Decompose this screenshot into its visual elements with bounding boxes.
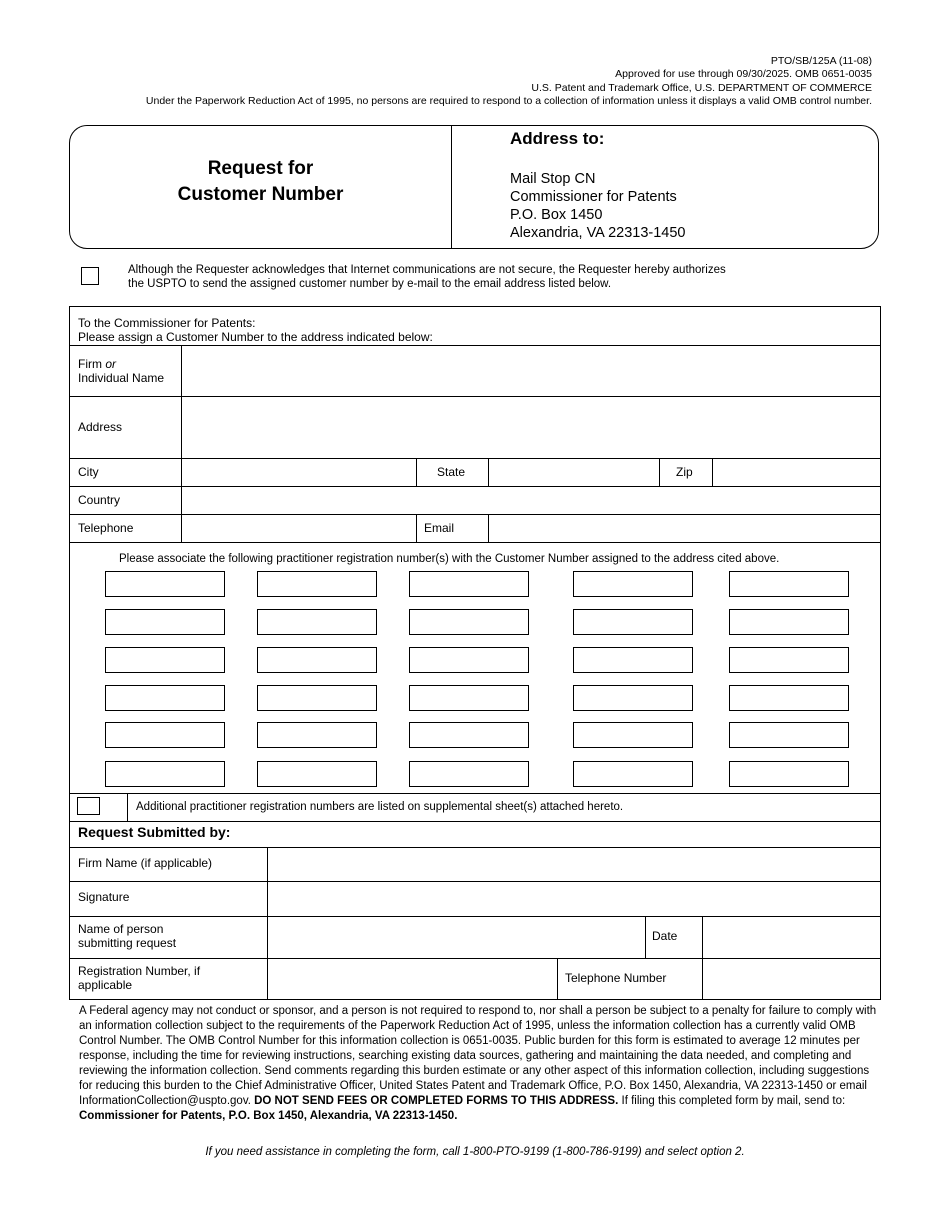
- registration-number-field[interactable]: [257, 571, 377, 597]
- registration-number-field[interactable]: [573, 609, 693, 635]
- submitter-name-label: Name of person submitting request: [78, 922, 177, 950]
- signature-field[interactable]: [268, 882, 880, 916]
- form-title: Request for Customer Number: [177, 158, 344, 205]
- assign-instruction: Please assign a Customer Number to the address indicated below:: [78, 330, 433, 344]
- burden-statement: A Federal agency may not conduct or sponsor, and a person is not required to respond to, nor shall a person be subject to a penalty for failure to comply with an information collection subject to the requirements of the Paperwork Reduction Act of 1995, unless the information collection has a currently valid OMB Control Number. The OMB Control Number for this information collection is 0651-0035. Public burden for this form is estimated to average 12 minutes per response, including the time for reviewing instructions, searching existing data sources, gathering and maintaining the data needed, and completing and reviewing the information collection. Send comments regarding this burden estimate or any other aspect of this information collection, including suggestions for reducing this burden to the Chief Administrative Officer, United States Patent and Trademark Office, P.O. Box 1450, Alexandria, VA 22313-1450 or email InformationCollection@uspto.gov. DO NOT SEND FEES OR COMPLETED FORMS TO THIS ADDRESS. If filing this completed form by mail, send to: Commissioner for Patents, P.O. Box 1450, Alexandria, VA 22313-1450.: [79, 1005, 877, 1122]
- registration-number-field[interactable]: [257, 647, 377, 673]
- mail-to-address: Commissioner for Patents, P.O. Box 1450, Alexandria, VA 22313-1450.: [79, 1110, 458, 1122]
- registration-number-field[interactable]: [409, 571, 529, 597]
- state-label: State: [437, 465, 466, 479]
- registration-number-field[interactable]: [409, 647, 529, 673]
- registration-number-field[interactable]: [105, 647, 225, 673]
- registration-number-field[interactable]: [105, 571, 225, 597]
- omb-approval: Approved for use through 09/30/2025. OMB 0651-0035: [615, 68, 872, 81]
- registration-number-field[interactable]: [105, 609, 225, 635]
- state-field[interactable]: [489, 459, 659, 486]
- date-field[interactable]: [703, 917, 880, 958]
- registration-number-label: Registration Number, if applicable: [78, 964, 201, 992]
- email-label: Email: [424, 521, 455, 535]
- address-field[interactable]: [182, 397, 880, 458]
- registration-number-field[interactable]: [105, 722, 225, 748]
- city-field[interactable]: [182, 459, 416, 486]
- registration-number-field[interactable]: [105, 685, 225, 711]
- submitted-by-heading: Request Submitted by:: [78, 824, 231, 840]
- signature-label: Signature: [78, 890, 130, 904]
- salutation: To the Commissioner for Patents:: [78, 316, 256, 330]
- country-label: Country: [78, 493, 121, 507]
- registration-number-field[interactable]: [257, 761, 377, 787]
- supplemental-sheet-text: Additional practitioner registration numbers are listed on supplemental sheet(s) attached hereto.: [136, 801, 624, 813]
- mailing-address: Mail Stop CN Commissioner for Patents P.O. Box 1450 Alexandria, VA 22313-1450: [510, 171, 686, 241]
- registration-number-field[interactable]: [573, 761, 693, 787]
- telephone-number-label: Telephone Number: [565, 971, 667, 985]
- zip-field[interactable]: [713, 459, 880, 486]
- firm-name-field[interactable]: [182, 346, 880, 396]
- form-number: PTO/SB/125A (11-08): [770, 55, 872, 67]
- form-header: [146, 55, 872, 109]
- registration-number-field[interactable]: [257, 609, 377, 635]
- city-label: City: [78, 465, 99, 479]
- email-field[interactable]: [489, 515, 880, 542]
- telephone-field[interactable]: [182, 515, 416, 542]
- submitter-registration-number-field[interactable]: [268, 959, 557, 999]
- registration-number-field[interactable]: [409, 761, 529, 787]
- registration-number-field[interactable]: [257, 722, 377, 748]
- email-authorization-text: Although the Requester acknowledges that Internet communications are not secure, the Requester hereby authorizes the USPTO to send the assigned customer number by e-mail to the email address listed below.: [128, 264, 726, 290]
- paperwork-notice: Under the Paperwork Reduction Act of 1995, no persons are required to respond to a collection of information unless it displays a valid OMB control number.: [145, 95, 872, 108]
- registration-number-field[interactable]: [257, 685, 377, 711]
- registration-number-field[interactable]: [729, 722, 849, 748]
- agency-name: U.S. Patent and Trademark Office, U.S. DEPARTMENT OF COMMERCE: [531, 81, 872, 94]
- registration-number-field[interactable]: [105, 761, 225, 787]
- registration-number-field[interactable]: [409, 722, 529, 748]
- registration-number-field[interactable]: [729, 647, 849, 673]
- email-authorization-checkbox[interactable]: [81, 267, 99, 285]
- firm-name-applicable-label: Firm Name (if applicable): [78, 856, 213, 870]
- title-box: [69, 125, 879, 249]
- registration-number-field[interactable]: [573, 685, 693, 711]
- registration-number-field[interactable]: [729, 609, 849, 635]
- submitter-telephone-field[interactable]: [703, 959, 880, 999]
- do-not-send-warning: DO NOT SEND FEES OR COMPLETED FORMS TO THIS ADDRESS.: [254, 1095, 619, 1107]
- submitter-name-field[interactable]: [268, 917, 645, 958]
- registration-number-field[interactable]: [729, 685, 849, 711]
- telephone-label: Telephone: [78, 521, 134, 535]
- country-field[interactable]: [182, 487, 880, 514]
- zip-label: Zip: [676, 465, 693, 479]
- address-to-heading: Address to:: [510, 129, 605, 148]
- address-label: Address: [78, 420, 123, 434]
- registration-number-field[interactable]: [409, 609, 529, 635]
- registration-number-field[interactable]: [573, 571, 693, 597]
- date-label: Date: [652, 929, 678, 943]
- registration-number-field[interactable]: [573, 722, 693, 748]
- supplemental-sheet-checkbox[interactable]: [77, 797, 100, 815]
- assistance-line: If you need assistance in completing the form, call 1-800-PTO-9199 (1-800-786-9199) and select option 2.: [205, 1146, 745, 1158]
- registration-number-field[interactable]: [409, 685, 529, 711]
- registration-number-field[interactable]: [573, 647, 693, 673]
- request-form: [69, 306, 881, 1000]
- firm-name-label: Firm or Individual Name: [78, 357, 165, 385]
- submitter-firm-name-field[interactable]: [268, 848, 880, 881]
- registration-number-field[interactable]: [729, 761, 849, 787]
- registration-instruction: Please associate the following practitioner registration number(s) with the Customer Number assigned to the address cited above.: [119, 553, 780, 565]
- registration-number-field[interactable]: [729, 571, 849, 597]
